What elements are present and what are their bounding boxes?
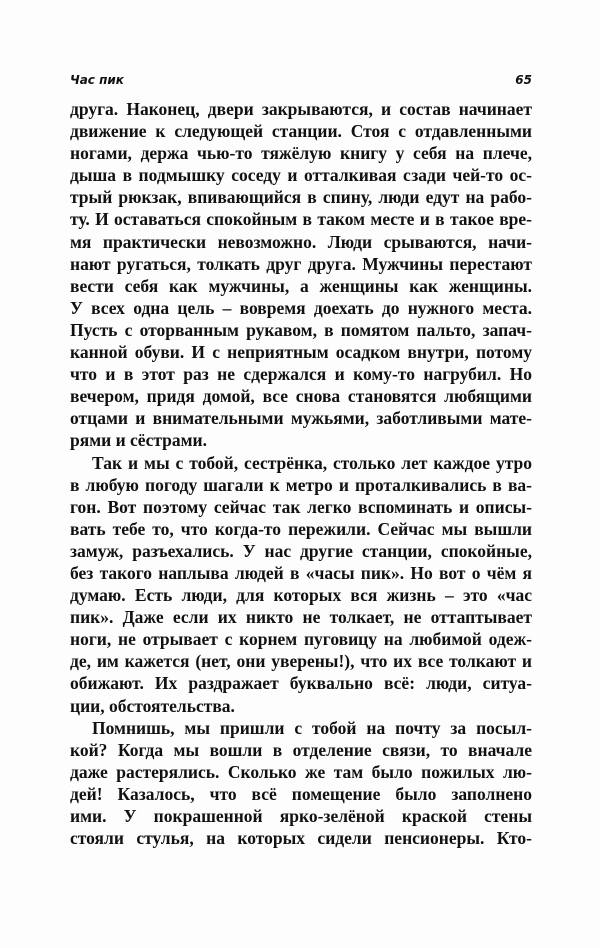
text-line: рями и сёстрами. (70, 430, 208, 451)
text-line: что и в этот раз не сдержался и кому-то нагрубил. Но (70, 364, 532, 385)
text-line: вечером, придя домой, все снова становятся любящими (70, 386, 532, 407)
text-line: замуж, разъехались. У нас другие станции, спокойные, (70, 540, 532, 561)
text-line: де, им кажется (нет, они уверены!), что их все толкают и (70, 651, 532, 672)
text-line: думаю. Есть люди, для которых вся жизнь – это «час (70, 585, 532, 606)
running-title: Час пик (70, 73, 124, 87)
paragraph (70, 98, 532, 452)
paragraph (70, 717, 532, 850)
text-line: Так и мы с тобой, сестрёнка, столько лет каждое утро (92, 452, 532, 473)
text-line: дыша в подмышку соседу и отталкивая сзади чей-то ос- (70, 165, 532, 186)
running-header (70, 72, 532, 88)
text-line: ногами, держа чью-то тяжёлую книгу у себя на плече, (70, 143, 532, 164)
text-line: даже растерялись. Сколько же там было пожилых лю- (70, 761, 532, 782)
text-line: Пусть с оторванным рукавом, в помятом пальто, запач- (70, 319, 532, 340)
text-line: кой? Когда мы вошли в отделение связи, то вначале (70, 739, 532, 760)
text-line: У всех одна цель – вовремя доехать до нужного места. (70, 297, 532, 318)
body-text (70, 98, 532, 849)
text-line: канной обуви. И с неприятным осадком внутри, потому (70, 342, 532, 363)
text-line: в любую погоду шагали к метро и проталкивались в ва- (70, 474, 532, 495)
text-line: ими. У покрашенной ярко-зелёной краской стены (70, 806, 532, 826)
text-line: стояли стулья, на которых сидели пенсионеры. Кто- (70, 828, 532, 849)
text-line: вести себя как мужчины, а женщины как женщины. (70, 275, 532, 296)
text-line: отцами и внимательными мужьями, заботливыми мате- (70, 408, 532, 429)
text-line: Помнишь, мы пришли с тобой на почту за посыл- (92, 717, 532, 738)
text-line: мя практически невозможно. Люди срываются, начи- (70, 231, 532, 252)
text-line: друга. Наконец, двери закрываются, и состав начинает (70, 99, 532, 119)
text-line: ту. И оставаться спокойным в таком месте и в такое вре- (70, 209, 532, 230)
text-line: ноги, не отрывает с корнем пуговицу на любимой одеж- (70, 629, 532, 650)
text-line: пик». Даже если их никто не толкает, не оттаптывает (70, 607, 532, 628)
text-line: движение к следующей станции. Стоя с отдавленными (70, 121, 532, 142)
text-line: гон. Вот поэтому сейчас так легко вспоминать и описы- (70, 496, 532, 517)
text-line: дей! Казалось, что всё помещение было заполнено (70, 783, 532, 804)
text-line: обижают. Их раздражает буквально всё: люди, ситуа- (70, 673, 532, 694)
text-line: трый рюкзак, впивающийся в спину, люди едут на рабо- (70, 187, 532, 208)
text-line: нают ругаться, толкать друг друга. Мужчины перестают (70, 253, 532, 274)
page-number: 65 (515, 73, 532, 87)
text-line: ции, обстоятельства. (70, 695, 235, 716)
text-line: без такого наплыва людей в «часы пик». Но вот о чём я (70, 562, 532, 583)
text-line: вать тебе то, что когда-то пережили. Сейчас мы вышли (70, 518, 532, 539)
paragraph (70, 452, 532, 717)
